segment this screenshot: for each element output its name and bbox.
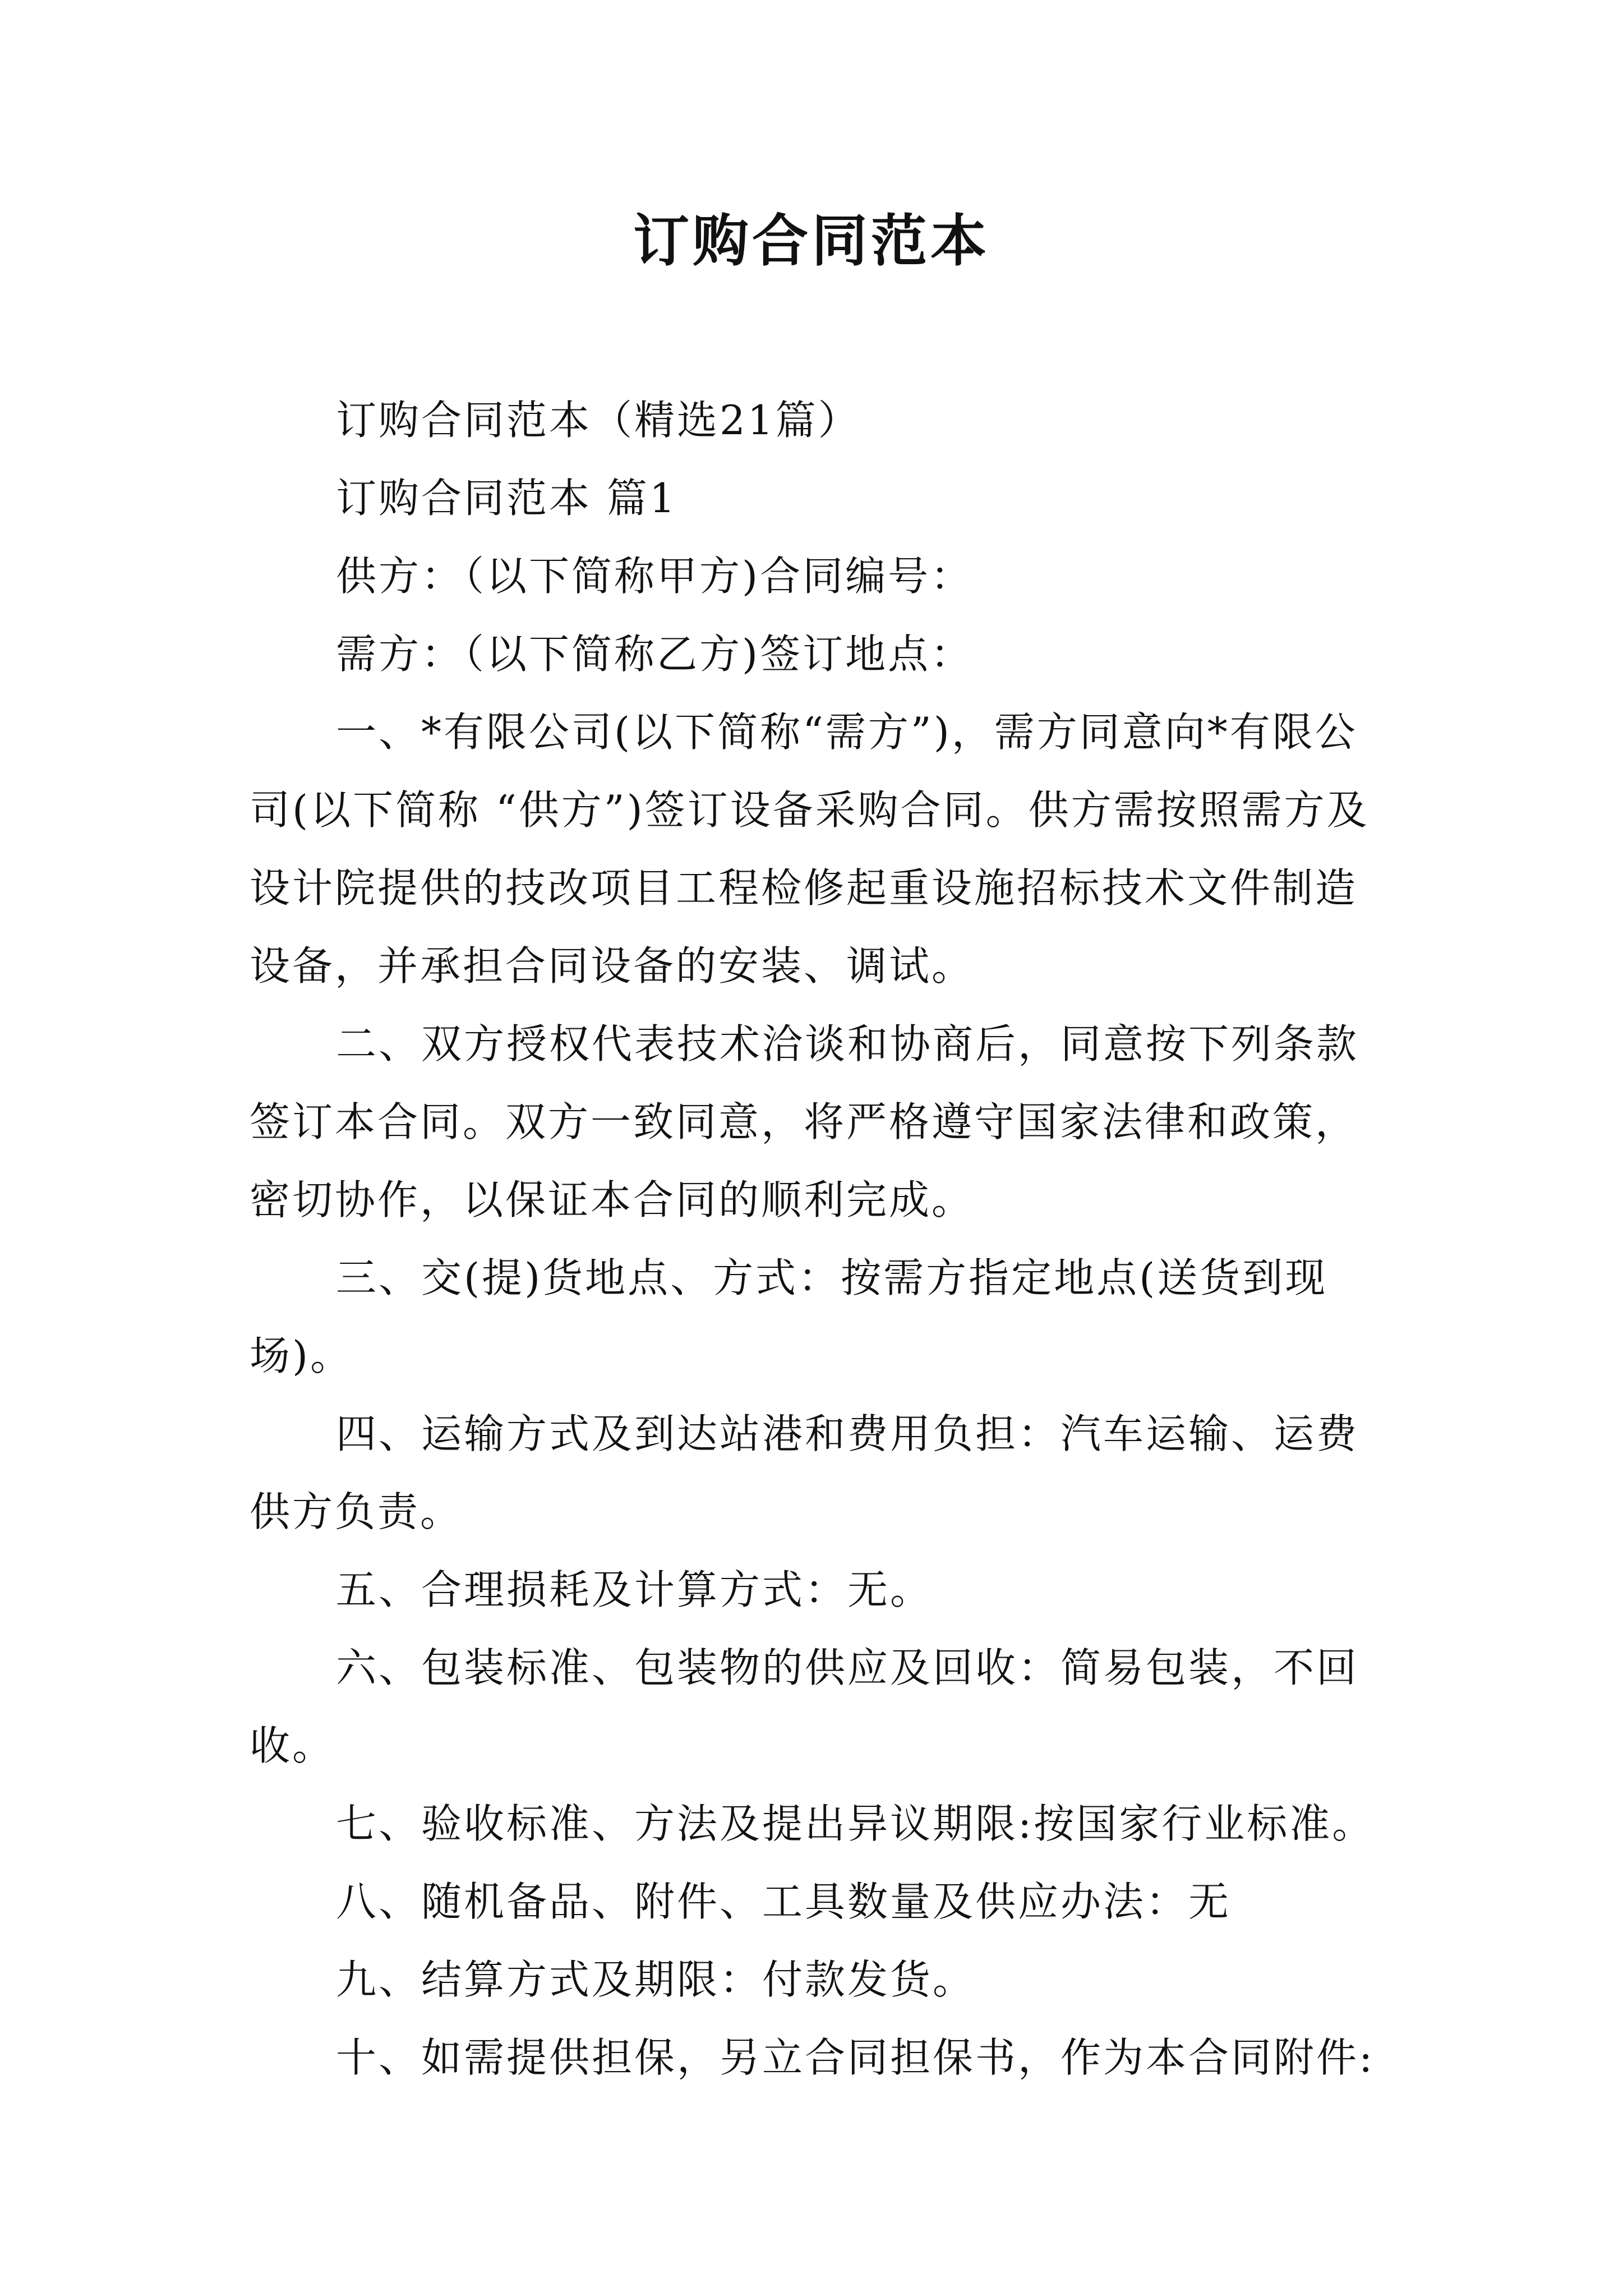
paragraph-subtitle: 订购合同范本（精选21篇） <box>336 397 861 444</box>
paragraph-clause-7: 七、验收标准、方法及提出异议期限:按国家行业标准。 <box>336 1800 1375 1847</box>
paragraph-clause-8: 八、随机备品、附件、工具数量及供应办法：无 <box>336 1878 1232 1925</box>
paragraph-clause-9: 九、结算方式及期限：付款发货。 <box>336 1956 976 2003</box>
paragraph-clause-5: 五、合理损耗及计算方式：无。 <box>336 1566 933 1613</box>
document-title: 订购合同范本 <box>633 208 990 274</box>
paragraph-section-heading: 订购合同范本 篇1 <box>336 475 677 522</box>
document-body <box>250 381 1388 2097</box>
paragraph-clause-4: 四、运输方式及到达站港和费用负担：汽车运输、运费供方负责。 <box>250 1410 1359 1535</box>
paragraph-clause-6: 六、包装标准、包装物的供应及回收：简易包装，不回收。 <box>250 1644 1359 1769</box>
paragraph-clause-2: 二、双方授权代表技术洽谈和协商后，同意按下列条款签订本合同。双方一致同意，将严格遵守国家法律和政策，密切协作，以保证本合同的顺利完成。 <box>250 1020 1359 1223</box>
paragraph-clause-10: 十、如需提供担保，另立合同担保书，作为本合同附件: <box>336 2034 1375 2081</box>
paragraph-clause-1: 一、*有限公司(以下简称“需方”)，需方同意向*有限公司(以下简称 “供方”)签订设备采购合同。供方需按照需方及设计院提供的技改项目工程检修起重设施招标技术文件制造设备，并承担合同设备的安装、调试。 <box>250 708 1370 990</box>
paragraph-supplier: 供方：（以下简称甲方)合同编号： <box>336 553 974 600</box>
paragraph-buyer: 需方：（以下简称乙方)签订地点： <box>336 631 974 678</box>
paragraph-clause-3: 三、交(提)货地点、方式：按需方指定地点(送货到现场)。 <box>250 1254 1328 1379</box>
